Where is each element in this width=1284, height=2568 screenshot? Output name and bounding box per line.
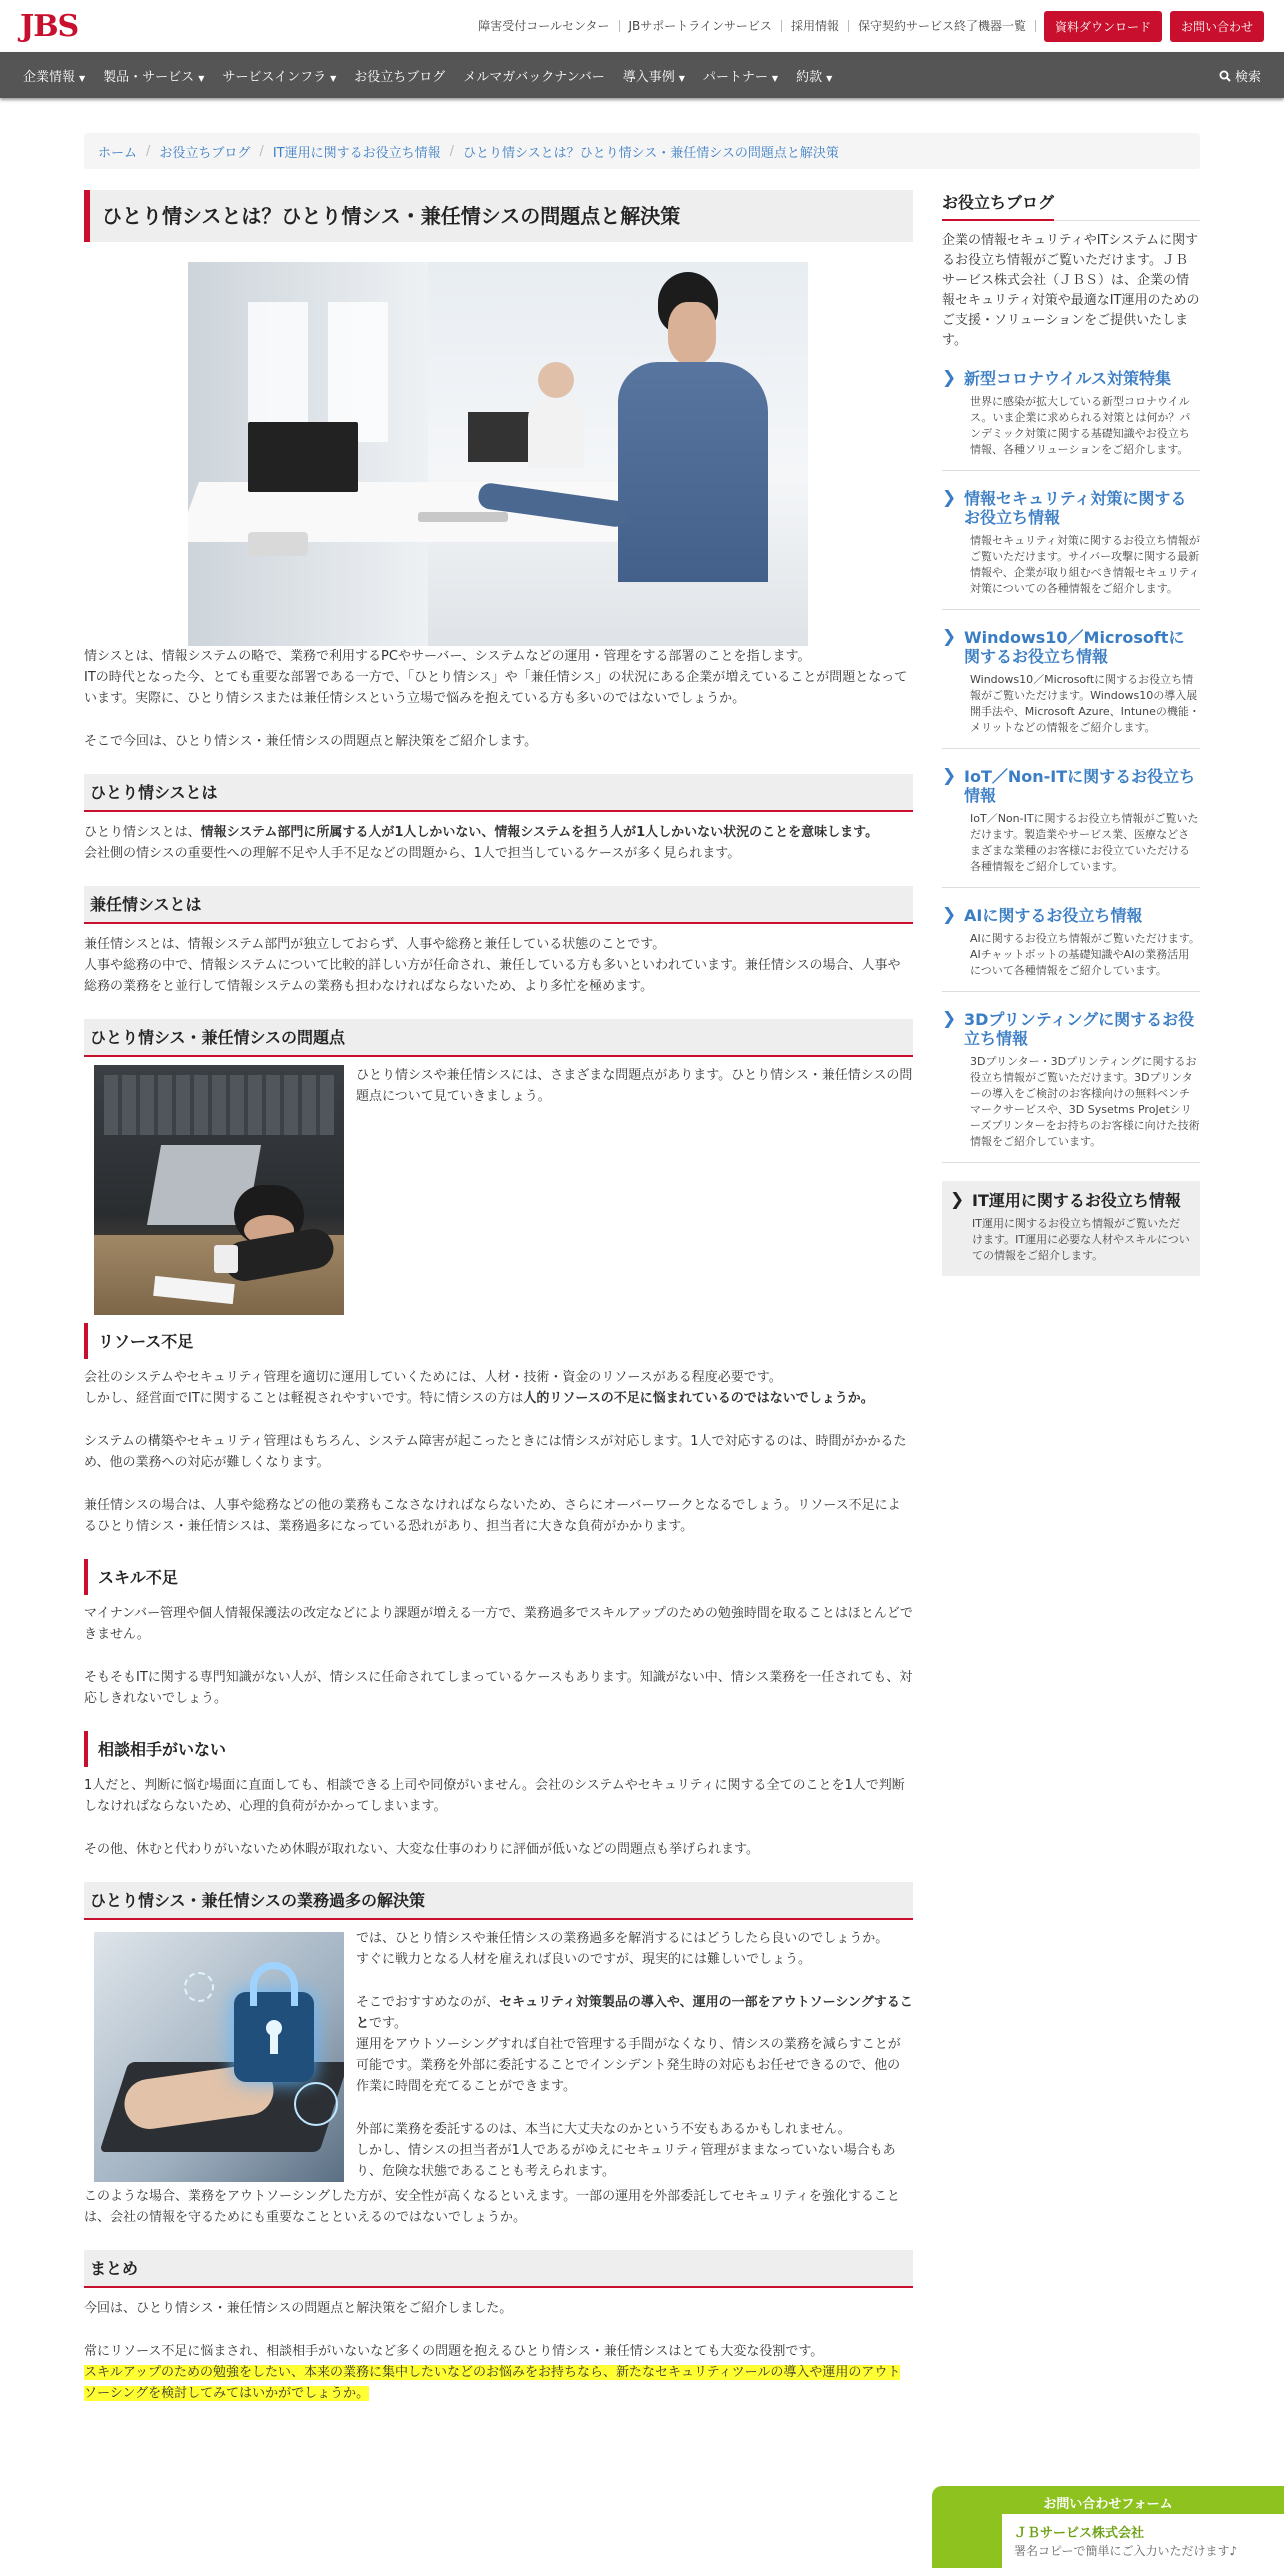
breadcrumb <box>84 133 1200 169</box>
sidebar-spacer <box>942 1163 1200 1181</box>
sidebar-item-covid[interactable] <box>942 351 1200 471</box>
nav-terms[interactable] <box>787 66 841 85</box>
contact-form-title[interactable]: お問い合わせフォーム <box>1043 2497 1173 2512</box>
sidebar-item-ai[interactable] <box>942 888 1200 992</box>
summary-paragraph-2: 常にリソース不足に悩まされ、相談相手がいないなど多くの問題を抱えるひとり情シス・兼任情シスはとても大変な役割です。 <box>84 2344 824 2359</box>
nav-search-label: 検索 <box>1234 69 1261 85</box>
section-heading-kennin: 兼任情シスとは <box>84 886 913 924</box>
chevron-right-icon: ❯ <box>942 905 957 925</box>
solution-paragraph-7: このような場合、業務をアウトソーシングした方が、安全性が高くなるといえます。一部の運用を外部委託してセキュリティを強化することは、会社の情報を守るためにも重要なことといえるのではないでしょうか。 <box>84 2189 900 2225</box>
contact-form-body <box>940 2514 1284 2568</box>
problems-intro-text: ひとり情シスや兼任情シスには、さまざまな問題点があります。ひとり情シス・兼任情シスの問題点について見ていきましょう。 <box>356 1068 913 1104</box>
sidebar-item-desc: AIに関するお役立ち情報がご覧いただけます。AIチャットボットの基礎知識やAIの業務活用について各種情報をご紹介しています。 <box>970 932 1200 977</box>
subheading-consult: 相談相手がいない <box>84 1731 913 1767</box>
sidebar-item-security[interactable] <box>942 471 1200 610</box>
problems-intro <box>84 1065 913 1319</box>
sidebar-item-title: Windows10／Microsoftに関するお役立ち情報 <box>964 628 1185 666</box>
sidebar-item-title: IT運用に関するお役立ち情報 <box>972 1191 1181 1210</box>
resource-paragraph-2 <box>84 1388 913 1409</box>
solution-text-c: です。 <box>369 2016 407 2031</box>
caret-down-icon: ▼ <box>678 73 685 83</box>
sidebar-item-title: AIに関するお役立ち情報 <box>964 906 1143 925</box>
tired-worker-image <box>94 1065 344 1315</box>
nav-terms-label: 約款 <box>796 69 823 85</box>
kennin-paragraph-2: 人事や総務の中で、情報システムについて比較的詳しい方が任命され、兼任している方も多いといわれています。兼任情シスの場合、人事や総務の業務をと並行して情報システムの業務も担わなければならないため、より多忙を極めます。 <box>84 958 901 994</box>
search-icon <box>1219 70 1231 82</box>
link-call-center[interactable]: 障害受付コールセンター <box>469 20 619 32</box>
hitori-paragraph-2: 会社側の情シスの重要性への理解不足や人手不足などの問題から、1人で担当しているケースが多く見られます。 <box>84 846 741 861</box>
chevron-right-icon: ❯ <box>942 1009 957 1029</box>
contact-form-widget[interactable] <box>932 2486 1284 2568</box>
link-support-line[interactable]: JBサポートラインサービス <box>620 20 782 32</box>
hero-office-image <box>188 262 808 646</box>
resource-paragraph-4: 兼任情シスの場合は、人事や総務などの他の業務もこなさなければならないため、さらにオーバーワークとなるでしょう。リソース不足によるひとり情シス・兼任情シスは、業務過多になっている恐れがあり、担当者に大きな負荷がかかります。 <box>84 1498 901 1534</box>
summary-paragraph-3 <box>84 2362 913 2404</box>
sidebar-item-title: IoT／Non-ITに関するお役立ち情報 <box>964 767 1196 805</box>
contact-button[interactable]: お問い合わせ <box>1170 11 1264 42</box>
breadcrumb-blog[interactable]: お役立ちブログ <box>159 145 251 161</box>
hitori-bold-text: 情報システム部門に所属する人が1人しかいない、情報システムを担う人が1人しかいない状況のことを意味します。 <box>200 825 879 840</box>
resource-paragraph-3: システムの構築やセキュリティ管理はもちろん、システム障害が起こったときには情シスが対応します。1人で対応するのは、時間がかかるため、他の業務への対応が難しくなります。 <box>84 1434 907 1470</box>
nav-mailmag[interactable]: メルマガバックナンバー <box>463 69 605 85</box>
skill-paragraph-2: そもそもITに関する専門知識がない人が、情シスに任命されてしまっているケースもあります。知識がない中、情シス業務を一任されても、対応しきれないでしょう。 <box>84 1670 913 1706</box>
breadcrumb-home[interactable]: ホーム <box>98 145 138 161</box>
nav-company-label: 企業情報 <box>23 69 76 85</box>
nav-products[interactable] <box>94 66 213 85</box>
nav-cases[interactable] <box>614 66 694 85</box>
section-heading-problems: ひとり情シス・兼任情シスの問題点 <box>84 1019 913 1057</box>
chevron-right-icon: ❯ <box>942 488 957 508</box>
nav-infra[interactable] <box>213 66 345 85</box>
solution-paragraph-1: では、ひとり情シスや兼任情シスの業務過多を解消するにはどうしたら良いのでしょうか。 <box>356 1931 889 1946</box>
sidebar-item-title: 情報セキュリティ対策に関するお役立ち情報 <box>964 489 1187 527</box>
sidebar <box>942 190 1200 1276</box>
breadcrumb-separator: / <box>259 143 264 159</box>
summary-paragraph-1: 今回は、ひとり情シス・兼任情シスの問題点と解決策をご紹介しました。 <box>84 2301 513 2316</box>
breadcrumb-current[interactable]: ひとり情シスとは？ひとり情シス・兼任情シスの問題点と解決策 <box>462 145 839 161</box>
hitori-text: ひとり情シスとは、 <box>84 825 201 840</box>
chevron-right-icon: ❯ <box>942 627 957 647</box>
contact-avatar <box>940 2514 1002 2568</box>
chevron-right-icon: ❯ <box>942 766 957 786</box>
nav-company[interactable] <box>14 66 94 85</box>
solution-paragraph-5: 外部に業務を委託するのは、本当に大丈夫なのかという不安もあるかもしれません。 <box>356 2122 851 2137</box>
intro-paragraph-2: ITの時代となった今、とても重要な部署である一方で、「ひとり情シス」や「兼任情シス」の状況にある企業が増えていることが問題となっています。実際に、ひとり情シスまたは兼任情シスという立場で悩みを抱えている方も多いのではないでしょうか。 <box>84 670 908 706</box>
chevron-right-icon: ❯ <box>950 1190 965 1210</box>
nav-infra-label: サービスインフラ <box>222 69 327 85</box>
sidebar-title: お役立ちブログ <box>942 190 1054 221</box>
resource-bold-text: 人的リソースの不足に悩まれているのではないでしょうか。 <box>523 1391 874 1406</box>
breadcrumb-separator: / <box>449 143 454 159</box>
breadcrumb-separator: / <box>146 143 151 159</box>
resource-text: しかし、経営面でITに関することは軽視されやすいです。特に情シスの方は <box>84 1391 524 1406</box>
sidebar-item-desc: IoT／Non-ITに関するお役立ち情報がご覧いただけます。製造業やサービス業、医療などさまざまな業種のお客様にお役立ていただける各種情報をご紹介しています。 <box>970 812 1199 873</box>
article <box>84 190 913 2404</box>
kennin-paragraph-1: 兼任情シスとは、情報システム部門が独立しておらず、人事や総務と兼任している状態のことです。 <box>84 937 666 952</box>
chevron-right-icon: ❯ <box>942 368 957 388</box>
nav-partner[interactable] <box>694 66 787 85</box>
caret-down-icon: ▼ <box>79 73 86 83</box>
utility-links <box>469 11 1264 42</box>
summary-highlight: スキルアップのための勉強をしたい、本来の業務に集中したいなどのお悩みをお持ちなら、新たなセキュリティツールの導入や運用のアウトソーシングを検討してみてはいかがでしょうか。 <box>84 2365 901 2401</box>
sidebar-item-title: 3Dプリンティングに関するお役立ち情報 <box>964 1010 1195 1048</box>
breadcrumb-category[interactable]: IT運用に関するお役立ち情報 <box>272 145 441 161</box>
nav-partner-label: パートナー <box>702 69 768 85</box>
link-eol-devices[interactable]: 保守契約サービス終了機器一覧 <box>849 20 1036 32</box>
sidebar-item-desc: IT運用に関するお役立ち情報がご覧いただけます。IT運用に必要な人材やスキルについての情報をご紹介します。 <box>972 1217 1190 1262</box>
main-nav <box>0 52 1284 98</box>
intro-paragraph-1: 情シスとは、情報システムの略で、業務で利用するPCやサーバー、システムなどの運用・管理をする部署のことを指します。 <box>84 649 811 664</box>
solution-text-a: そこでおすすめなのが、 <box>356 1995 500 2010</box>
solution-paragraph-4: 運用をアウトソーシングすれば自社で管理する手間がなくなり、情シスの業務を減らすことが可能です。業務を外部に委託することでインシデント発生時の対応もお任せできるので、他の作業に時間を充てることができます。 <box>356 2037 901 2094</box>
solution-block <box>84 1928 913 2186</box>
section-heading-solution: ひとり情シス・兼任情シスの業務過多の解決策 <box>84 1882 913 1920</box>
intro-paragraph-3: そこで今回は、ひとり情シス・兼任情シスの問題点と解決策をご紹介します。 <box>84 734 538 749</box>
nav-search[interactable] <box>1210 66 1270 85</box>
link-recruit[interactable]: 採用情報 <box>782 20 849 32</box>
consult-paragraph-2: その他、休むと代わりがいないため休暇が取れない、大変な仕事のわりに評価が低いなどの問題点も挙げられます。 <box>84 1842 759 1857</box>
sidebar-item-desc: 世界に感染が拡大している新型コロナウイルス。いま企業に求められる対策とは何か？パンデミック対策に関する基礎知識やお役立ち情報、各種ソリューションをご紹介します。 <box>970 395 1191 456</box>
resource-paragraph-1: 会社のシステムやセキュリティ管理を適切に運用していくためには、人材・技術・資金のリソースがある程度必要です。 <box>84 1370 782 1385</box>
caret-down-icon: ▼ <box>198 73 205 83</box>
sidebar-item-desc: 3Dプリンター・3Dプリンティングに関するお役立ち情報がご覧いただけます。3Dプリンターの導入をご検討のお客様向けの無料ベンチマークサービスや、3D Sysetms ProJetシリーズプリンターをお持ちのお客様に向けた技術情報をご紹介しています。 <box>970 1055 1200 1148</box>
subheading-skill: スキル不足 <box>84 1559 913 1595</box>
sidebar-item-3d-printing[interactable] <box>942 992 1200 1163</box>
nav-products-label: 製品・サービス <box>103 69 195 85</box>
section-heading-hitori: ひとり情シスとは <box>84 774 913 812</box>
solution-bold-text: セキュリティ対策製品の導入や、運用の一部をアウトソーシングすること <box>356 1995 913 2031</box>
nav-blog[interactable]: お役立ちブログ <box>354 69 446 85</box>
nav-cases-label: 導入事例 <box>622 69 675 85</box>
hitori-paragraph-1 <box>84 822 913 843</box>
sidebar-item-it-operations[interactable] <box>942 1181 1200 1276</box>
contact-company: ＪＢサービス株式会社 <box>1014 2526 1145 2541</box>
security-lock-image <box>94 1932 344 2182</box>
page-title: ひとり情シスとは？ひとり情シス・兼任情シスの問題点と解決策 <box>84 190 913 242</box>
top-bar <box>0 0 1284 52</box>
skill-paragraph-1: マイナンバー管理や個人情報保護法の改定などにより課題が増える一方で、業務過多でスキルアップのための勉強時間を取ることはほとんどできません。 <box>84 1606 913 1642</box>
solution-paragraph-2: すぐに戦力となる人材を雇えれば良いのですが、現実的には難しいでしょう。 <box>356 1952 812 1967</box>
caret-down-icon: ▼ <box>330 73 337 83</box>
solution-paragraph-6: しかし、情シスの担当者が1人であるがゆえにセキュリティ管理がままなっていない場合もあり、危険な状態であることも考えられます。 <box>356 2143 896 2179</box>
sidebar-item-desc: Windows10／Microsoftに関するお役立ち情報がご覧いただけます。Windows10の導入展開手法や、Microsoft Azure、Intuneの機能・メリットなどの情報をご紹介します。 <box>970 673 1200 734</box>
sidebar-item-title: 新型コロナウイルス対策特集 <box>964 369 1172 388</box>
sidebar-intro: 企業の情報セキュリティやITシステムに関するお役立ち情報がご覧いただけます。ＪＢサービス株式会社（ＪＢＳ）は、企業の情報セキュリティ対策や最適なIT運用のためのご支援・ソリューションをご提供いたします。 <box>942 233 1200 348</box>
section-heading-summary: まとめ <box>84 2250 913 2288</box>
consult-paragraph-1: 1人だと、判断に悩む場面に直面しても、相談できる上司や同僚がいません。会社のシステムやセキュリティに関する全てのことを1人で判断しなければならないため、心理的負荷がかかってしまいます。 <box>84 1778 905 1814</box>
caret-down-icon: ▼ <box>771 73 779 83</box>
subheading-resource: リソース不足 <box>84 1323 913 1359</box>
site-logo[interactable]: JBS <box>20 8 79 44</box>
sidebar-item-windows[interactable] <box>942 610 1200 749</box>
contact-signature-input[interactable]: 署名コピーで簡単にご入力いただけます♪ <box>1014 2544 1238 2558</box>
caret-down-icon: ▼ <box>826 73 833 83</box>
download-button[interactable]: 資料ダウンロード <box>1044 11 1162 42</box>
sidebar-item-iot[interactable] <box>942 749 1200 888</box>
sidebar-item-desc: 情報セキュリティ対策に関するお役立ち情報がご覧いただけます。サイバー攻撃に関する最新情報や、企業が取り組むべき情報セキュリティ対策についての各種情報をご紹介します。 <box>970 534 1200 595</box>
